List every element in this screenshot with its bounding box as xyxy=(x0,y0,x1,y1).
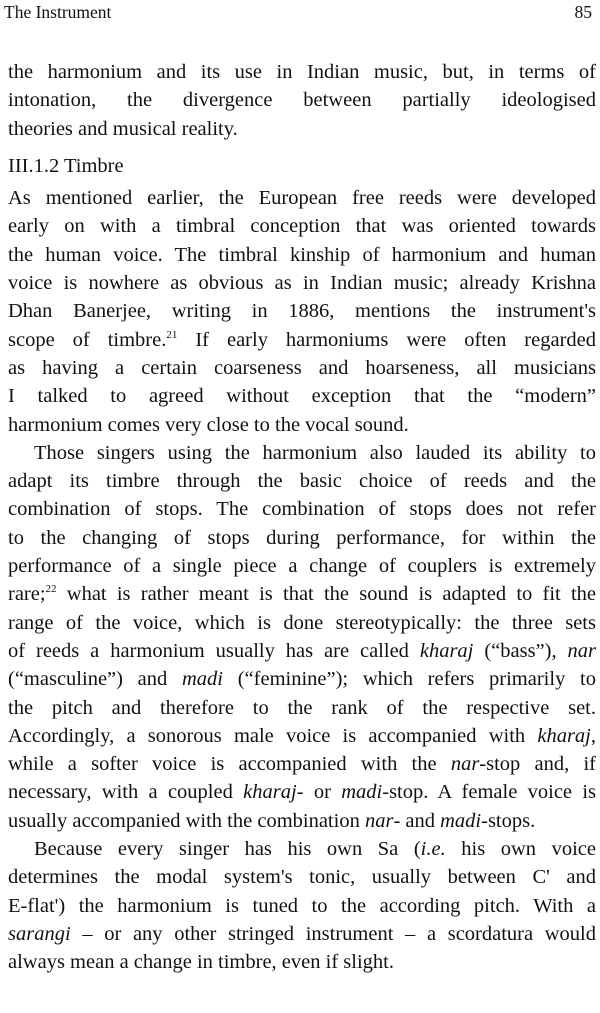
page-number: 85 xyxy=(574,2,592,22)
text-line xyxy=(8,807,596,835)
text-line: adapt its timbre through the basic choice of reeds and the xyxy=(8,470,596,493)
text-line xyxy=(8,637,596,665)
text-line: as having a certain coarseness and hoarseness, all musicians xyxy=(8,356,596,379)
text-run: - or xyxy=(296,781,342,804)
footnote-ref-21: 21 xyxy=(166,328,178,341)
text-run: (“masculine”) and xyxy=(8,668,182,691)
italic-term: madi xyxy=(182,668,223,691)
italic-term: kharaj xyxy=(419,639,474,662)
text-run: scope of timbre. xyxy=(8,328,167,351)
text-run: rare; xyxy=(8,583,46,606)
paragraph-tuning xyxy=(8,835,596,976)
text-line: always mean a change in timbre, even if slight. xyxy=(8,951,394,974)
paragraph-continued xyxy=(8,58,596,143)
text-line xyxy=(8,326,596,354)
text-run: his own voice xyxy=(445,838,596,861)
text-line: the human voice. The timbral kinship of harmonium and human xyxy=(8,243,596,266)
text-line xyxy=(8,665,596,693)
text-line: Dhan Banerjee, writing in 1886, mentions the instrument's xyxy=(8,300,596,323)
italic-term: madi xyxy=(440,809,482,832)
italic-term: madi xyxy=(341,781,383,804)
text-line xyxy=(8,835,596,863)
running-head xyxy=(4,0,592,24)
text-run: Because every singer has his own Sa ( xyxy=(34,838,421,861)
text-run: while a softer voice is accompanied with the xyxy=(8,753,451,776)
text-run: -stops. xyxy=(481,809,536,832)
text-line: range of the voice, which is done stereotypically: the three sets xyxy=(8,611,596,634)
text-line xyxy=(8,580,596,608)
paragraph-stops xyxy=(8,439,596,835)
text-run: Accordingly, a sonorous male voice is accompanied with xyxy=(8,724,538,747)
text-line xyxy=(8,722,596,750)
text-line: voice is nowhere as obvious as in Indian music; already Krishna xyxy=(8,272,596,295)
text-line: I talked to agreed without exception that the “modern” xyxy=(8,385,596,408)
text-line: intonation, the divergence between partially ideologised xyxy=(8,89,596,112)
italic-term: kharaj xyxy=(243,781,297,804)
italic-term: nar xyxy=(450,753,480,776)
text-run: -stop and, if xyxy=(479,753,596,776)
running-head-title: The Instrument xyxy=(4,2,112,22)
text-run: - and xyxy=(393,809,441,832)
italic-term: kharaj xyxy=(537,724,591,747)
text-run: necessary, with a coupled xyxy=(8,781,244,804)
text-line: determines the modal system's tonic, usually between C' and xyxy=(8,866,596,889)
text-run: If early harmoniums were often regarded xyxy=(177,328,597,351)
text-run: usually accompanied with the combination xyxy=(8,809,365,832)
text-line xyxy=(8,778,596,806)
text-line: the pitch and therefore to the rank of the respective set. xyxy=(8,696,596,719)
text-run: – or any other stringed instrument – a scordatura would xyxy=(70,922,596,945)
text-run: , xyxy=(590,724,596,747)
text-line: As mentioned earlier, the European free reeds were developed xyxy=(8,187,596,210)
italic-term: nar xyxy=(364,809,394,832)
text-run: what is rather meant is that the sound is adapted to fit the xyxy=(56,583,596,606)
text-line: combination of stops. The combination of stops does not refer xyxy=(8,498,596,521)
text-line xyxy=(8,920,596,948)
section-heading: III.1.2 Timbre xyxy=(8,154,124,177)
italic-term: sarangi xyxy=(8,922,71,945)
text-run: of reeds a harmonium usually has are called xyxy=(8,639,420,662)
text-line: performance of a single piece a change of couplers is extremely xyxy=(8,555,596,578)
body-text xyxy=(8,58,596,977)
text-run: -stop. A female voice is xyxy=(382,781,597,804)
italic-term: nar xyxy=(567,639,597,662)
text-line: to the changing of stops during performance, for within the xyxy=(8,526,596,549)
text-line: harmonium comes very close to the vocal sound. xyxy=(8,413,409,436)
paragraph-timbre-intro xyxy=(8,184,596,439)
text-line: Those singers using the harmonium also lauded its ability to xyxy=(34,441,596,464)
footnote-ref-22: 22 xyxy=(45,583,57,596)
text-run: (“feminine”); which refers primarily to xyxy=(223,668,596,691)
text-line: E-flat') the harmonium is tuned to the according pitch. With a xyxy=(8,894,596,917)
text-line: early on with a timbral conception that was oriented towards xyxy=(8,215,596,238)
italic-term: i.e. xyxy=(420,838,446,861)
text-line xyxy=(8,750,596,778)
text-line: theories and musical reality. xyxy=(8,117,238,140)
text-line: the harmonium and its use in Indian music, but, in terms of xyxy=(8,61,596,83)
text-run: (“bass”), xyxy=(473,639,568,662)
